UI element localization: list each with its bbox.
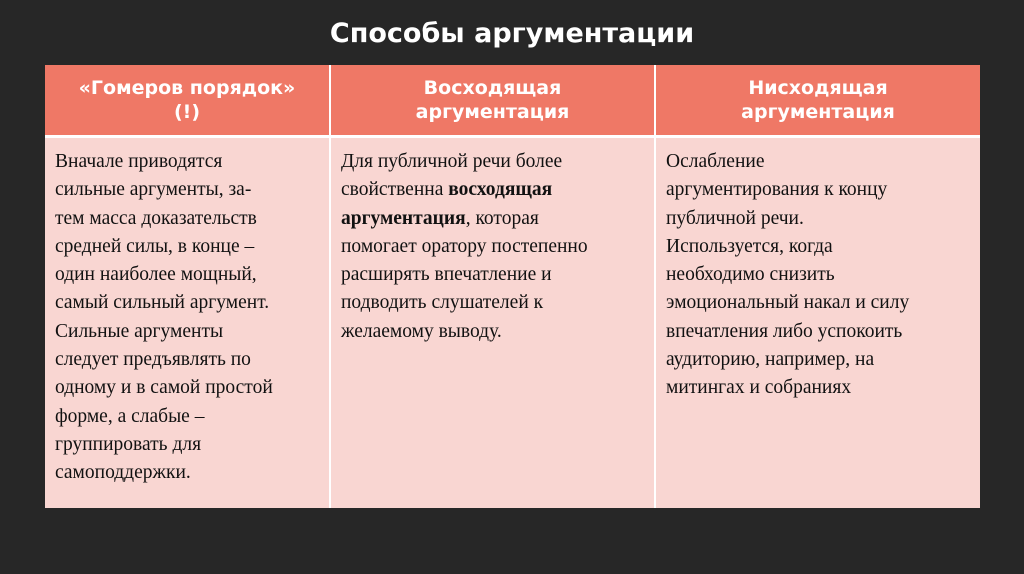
text-line: эмоциональный накал и силу	[666, 292, 910, 314]
text-line: самый сильный аргумент.	[55, 292, 270, 314]
text-line: форме, а слабые –	[55, 405, 205, 427]
header-line: аргументация	[415, 101, 570, 123]
table-header-row	[45, 65, 980, 137]
header-line: аргументация	[741, 101, 895, 123]
text-line: один наиболее мощный,	[55, 264, 257, 286]
text-line: сильные аргументы, за-	[55, 179, 252, 201]
header-line: (!)	[173, 101, 201, 123]
text-run: , которая	[465, 207, 539, 229]
slide-title: Способы аргументации	[329, 18, 695, 49]
text-line: Используется, когда	[666, 235, 833, 257]
cell-ascending	[330, 137, 655, 509]
arguments-table	[45, 65, 980, 508]
header-line: Восходящая	[423, 77, 562, 99]
text-line: желаемому выводу.	[341, 320, 502, 342]
text-line: одному и в самой простой	[55, 377, 273, 399]
header-homer-order	[45, 65, 330, 137]
bold-term: восходящая	[448, 179, 553, 201]
text-line: аргументирования к концу	[666, 179, 888, 201]
text-line	[341, 176, 644, 204]
cell-descending	[655, 137, 980, 509]
text-line: впечатления либо успокоить	[666, 320, 903, 342]
text-line: Для публичной речи более	[341, 151, 563, 172]
text-line: группировать для	[55, 433, 202, 455]
text-line: Сильные аргументы	[55, 320, 224, 342]
text-run: свойственна	[341, 179, 449, 201]
text-line: Вначале приводятся	[55, 151, 223, 172]
table-row	[45, 137, 980, 509]
text-line: самоподдержки.	[55, 462, 191, 484]
text-line: аудиторию, например, на	[666, 349, 875, 371]
text-line: Ослабление	[666, 151, 765, 172]
header-ascending	[330, 65, 655, 137]
text-line: необходимо снизить	[666, 264, 835, 286]
header-descending	[655, 65, 980, 137]
text-line: средней силы, в конце –	[55, 235, 255, 257]
text-line	[341, 205, 644, 233]
text-line: подводить слушателей к	[341, 292, 544, 314]
text-line: публичной речи.	[666, 207, 804, 229]
header-line: Нисходящая	[748, 77, 888, 99]
text-line: тем масса доказательств	[55, 207, 257, 229]
cell-homer-order	[45, 137, 330, 509]
text-line: расширять впечатление и	[341, 264, 552, 286]
header-line: «Гомеров порядок»	[78, 77, 296, 99]
text-line: следует предъявлять по	[55, 349, 251, 371]
text-line: помогает оратору постепенно	[341, 235, 588, 257]
text-line: митингах и собраниях	[666, 377, 852, 399]
bold-term: аргументация	[341, 207, 466, 229]
